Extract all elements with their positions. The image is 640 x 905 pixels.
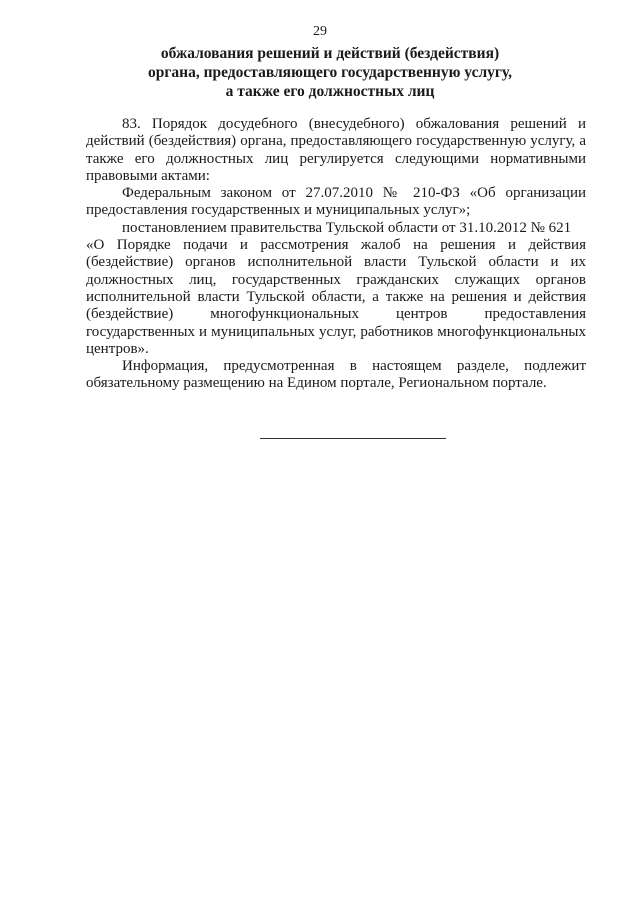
heading-line-1: обжалования решений и действий (бездействия) (160, 45, 500, 62)
paragraph-83: 83. Порядок досудебного (внесудебного) обжалования решений и действий (бездействия) органа, предоставляющего государственную услугу, а также его должностных лиц регулируется следующими нормативными правовыми актами: (86, 116, 586, 184)
page-number: 29 (313, 24, 327, 39)
paragraph-information: Информация, предусмотренная в настоящем разделе, подлежит обязательному размещению на Едином портале, Региональном портале. (86, 358, 586, 392)
heading-line-3: а также его должностных лиц (225, 83, 435, 100)
paragraph-resolution-title: «О Порядке подачи и рассмотрения жалоб на решения и действия (бездействие) органов исполнительной власти Тульской области и их должностных лиц, государственных гражданских служащих органов исполнительной власти Тульской области, а также на решения и действия (бездействие) многофункциональных центров предоставления государственных и муниципальных услуг, работников многофункциональных центров». (86, 237, 586, 357)
paragraph-resolution: постановлением правительства Тульской области от 31.10.2012 № 621 (122, 219, 572, 236)
heading-line-2: органа, предоставляющего государственную услугу, (147, 64, 513, 81)
closing-divider-line (260, 438, 446, 439)
document-body (86, 116, 586, 393)
paragraph-federal-law: Федеральным законом от 27.07.2010 № 210-ФЗ «Об организации предоставления государственных и муниципальных услуг»; (86, 185, 586, 219)
section-heading (60, 44, 600, 101)
